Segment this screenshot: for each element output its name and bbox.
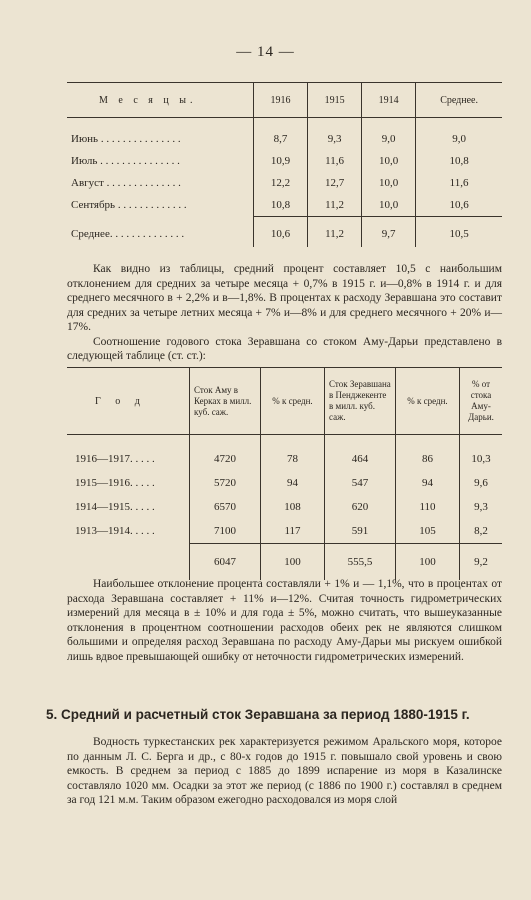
paragraph-text: Наибольшее отклонение процента составляли + 1% и — 1,1%, что в процентах от расхода Зеравшана составляет + 11% и—12%. Считая точность гидрометрических измерений для месяца в ± 10% и для года ± 5%, можно считать, что вышеуказанные отклонения в процентном соотношении расходов обеих рек не являются слишком большими и определяя расход Зеравшана по расходу Аму-Дарьи мы рискуем ошибкой лишь вдвое превышающей ошибку от неточности гидрометрических измерений.	[67, 578, 502, 663]
table-cell: 100	[396, 544, 460, 581]
table-cell: 10,9	[254, 150, 308, 172]
column-header: Сток Аму в Керках в милл. куб. саж.	[190, 368, 261, 435]
table-header	[67, 83, 502, 118]
table-cell: 10,6	[254, 217, 308, 248]
row-label: 1914—1915. . . . .	[75, 501, 155, 513]
row-label: Сентябрь . . . . . . . . . . . . .	[71, 199, 187, 212]
paragraph-text: Водность туркестанских рек характеризуется режимом Аральского моря, которое по данным Л. С. Берга и др., с 80-х годов до 1915 г. повышало свой уровень и свою емкость. В среднем за период с 1885 до 1899 испарение из моря в Казалинске составляло 1020 мм. Осадки за этот же период (с 1886 по 1900 г.) составлял в среднем за год 121 м.м. Таким образом ежегодно расходовался из моря слой	[67, 736, 502, 806]
table-cell: 11,2	[308, 217, 362, 248]
table-cell: 5720	[190, 471, 261, 495]
table-row	[67, 128, 502, 150]
column-header: Г о д	[67, 368, 190, 435]
table-cell: 9,3	[308, 128, 362, 150]
table-cell: 10,8	[416, 150, 502, 172]
table-cell: 9,0	[362, 128, 416, 150]
section-heading: 5. Средний и расчетный сток Зеравшана за период 1880-1915 г.	[46, 707, 470, 722]
table-annual-runoff	[67, 367, 502, 580]
table-cell: 6047	[190, 544, 261, 581]
column-header: % от стока Аму-Дарьи.	[460, 368, 503, 435]
column-header: % к средн.	[261, 368, 325, 435]
table-cell: 9,2	[460, 544, 503, 581]
paragraph-3	[67, 735, 502, 808]
table-cell: 10,0	[362, 194, 416, 217]
table-cell: 110	[396, 495, 460, 519]
table-cell: 9,3	[460, 495, 503, 519]
column-header: 1915	[308, 83, 362, 118]
table-cell: 7100	[190, 519, 261, 544]
table-cell: 108	[261, 495, 325, 519]
table-cell: 464	[325, 447, 396, 471]
paragraph-text: Как видно из таблицы, средний процент составляет 10,5 с наибольшим отклонением для средних за четыре месяца + 0,7% в 1915 г. и—0,8% в 1914 г. и для среднего месячного в + 2,2% и в—1,8%. В процентах к расходу Зеравшана это составит для средних за четыре летних месяца + 7% и—8% и для среднего месячного + 20% и—17%.	[67, 263, 502, 333]
row-label: 1913—1914. . . . .	[75, 525, 155, 538]
table-row	[67, 447, 502, 471]
row-label: Июль . . . . . . . . . . . . . . .	[71, 155, 180, 167]
table-cell: 547	[325, 471, 396, 495]
table-cell: 591	[325, 519, 396, 544]
column-header: Среднее.	[416, 83, 502, 118]
table-cell: 117	[261, 519, 325, 544]
column-header: 1914	[362, 83, 416, 118]
table-cell: 94	[396, 471, 460, 495]
paragraph-2	[67, 577, 502, 664]
table-cell: 105	[396, 519, 460, 544]
table-cell: 4720	[190, 447, 261, 471]
row-label: Среднее. . . . . . . . . . . . . .	[71, 227, 185, 240]
table-total-row	[67, 217, 502, 248]
table-cell: 8,2	[460, 519, 503, 544]
column-header: Сток Зеравшана в Пенджекенте в милл. куб. саж.	[325, 368, 396, 435]
table-cell: 10,0	[362, 150, 416, 172]
paragraph-1	[67, 262, 502, 364]
row-label: Август . . . . . . . . . . . . . .	[71, 177, 181, 189]
table-cell: 10,5	[416, 217, 502, 248]
row-label	[67, 544, 190, 581]
column-header: 1916	[254, 83, 308, 118]
table-row	[67, 150, 502, 172]
table-cell: 10,6	[416, 194, 502, 217]
paragraph-text: Соотношение годового стока Зеравшана со стоком Аму-Дарьи представлено в следующей таблице (ст. ст.):	[67, 335, 502, 362]
table-cell: 9,0	[416, 128, 502, 150]
table-cell: 10,8	[254, 194, 308, 217]
column-header: % к средн.	[396, 368, 460, 435]
table-cell: 10,3	[460, 447, 503, 471]
table-cell: 12,2	[254, 172, 308, 194]
table-cell: 555,5	[325, 544, 396, 581]
table-cell: 8,7	[254, 128, 308, 150]
table-cell: 9,6	[460, 471, 503, 495]
table-cell: 11,6	[416, 172, 502, 194]
table-row	[67, 172, 502, 194]
table-cell: 86	[396, 447, 460, 471]
table-header	[67, 368, 502, 435]
row-label: 1916—1917. . . . .	[75, 453, 155, 465]
table-row	[67, 519, 502, 544]
table-row	[67, 194, 502, 217]
table-cell: 11,6	[308, 150, 362, 172]
table-cell: 6570	[190, 495, 261, 519]
page-number: — 14 —	[236, 44, 295, 60]
table-monthly-percent	[67, 82, 502, 247]
table-cell: 12,7	[308, 172, 362, 194]
table-cell: 94	[261, 471, 325, 495]
table-row	[67, 495, 502, 519]
row-label: Июнь . . . . . . . . . . . . . . .	[71, 133, 181, 145]
table-total-row	[67, 544, 502, 581]
table-cell: 78	[261, 447, 325, 471]
table-row	[67, 471, 502, 495]
table-cell: 10,0	[362, 172, 416, 194]
row-label: 1915—1916. . . . .	[75, 477, 155, 489]
table-cell: 11,2	[308, 194, 362, 217]
column-header: М е с я ц ы.	[67, 83, 254, 118]
table-cell: 100	[261, 544, 325, 581]
table-cell: 620	[325, 495, 396, 519]
table-cell: 9,7	[362, 217, 416, 248]
